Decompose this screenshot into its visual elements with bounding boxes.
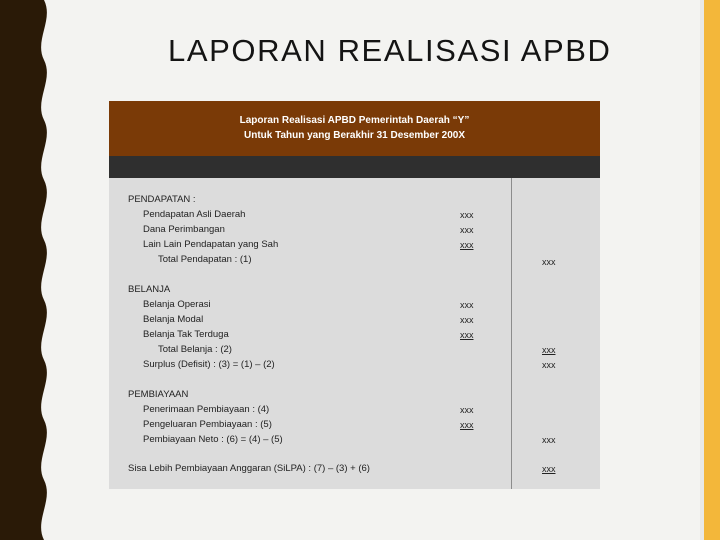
row-right-value: xxx (542, 464, 556, 474)
right-accent-stripe (704, 0, 720, 540)
report-header (109, 101, 600, 156)
report-title: Laporan Realisasi APBD Pemerintah Daerah “Y” (239, 115, 470, 126)
row-label: Belanja Tak Terduga (143, 329, 229, 340)
report-table (109, 101, 600, 489)
row-right-value: xxx (542, 345, 556, 355)
section-pembiayaan: PEMBIAYAAN (128, 389, 189, 400)
row-left-value: xxx (460, 420, 474, 430)
row-surplus-label: Surplus (Defisit) : (3) = (1) – (2) (143, 359, 275, 370)
row-left-value: xxx (460, 240, 474, 250)
row-left-value: xxx (460, 210, 474, 220)
row-label: Pengeluaran Pembiayaan : (5) (143, 419, 272, 430)
left-wavy-border (0, 0, 60, 540)
row-label: Pembiayaan Neto : (6) = (4) – (5) (143, 434, 283, 445)
row-left-value: xxx (460, 300, 474, 310)
row-left-value: xxx (460, 405, 474, 415)
row-left-value: xxx (460, 330, 474, 340)
row-total-label: Total Pendapatan : (1) (158, 254, 252, 265)
row-label: Belanja Operasi (143, 299, 211, 310)
row-silpa-label: Sisa Lebih Pembiayaan Anggaran (SiLPA) : (7) – (3) + (6) (128, 463, 370, 474)
column-divider (511, 178, 512, 489)
row-left-value: xxx (460, 315, 474, 325)
section-belanja: BELANJA (128, 284, 171, 295)
section-pendapatan: PENDAPATAN : (128, 194, 196, 205)
slide-title: LAPORAN REALISASI APBD (168, 33, 612, 68)
row-label: Lain Lain Pendapatan yang Sah (143, 239, 279, 250)
row-label: Penerimaan Pembiayaan : (4) (143, 404, 270, 415)
row-right-value: xxx (542, 360, 556, 370)
row-label: Dana Perimbangan (143, 224, 225, 235)
report-period: Untuk Tahun yang Berakhir 31 Desember 200X (243, 130, 465, 141)
report-header-band (109, 156, 600, 178)
row-right-value: xxx (542, 435, 556, 445)
row-right-value: xxx (542, 257, 556, 267)
row-label: Belanja Modal (143, 314, 204, 325)
row-label: Pendapatan Asli Daerah (143, 209, 246, 220)
row-left-value: xxx (460, 225, 474, 235)
row-total-label: Total Belanja : (2) (158, 344, 232, 355)
